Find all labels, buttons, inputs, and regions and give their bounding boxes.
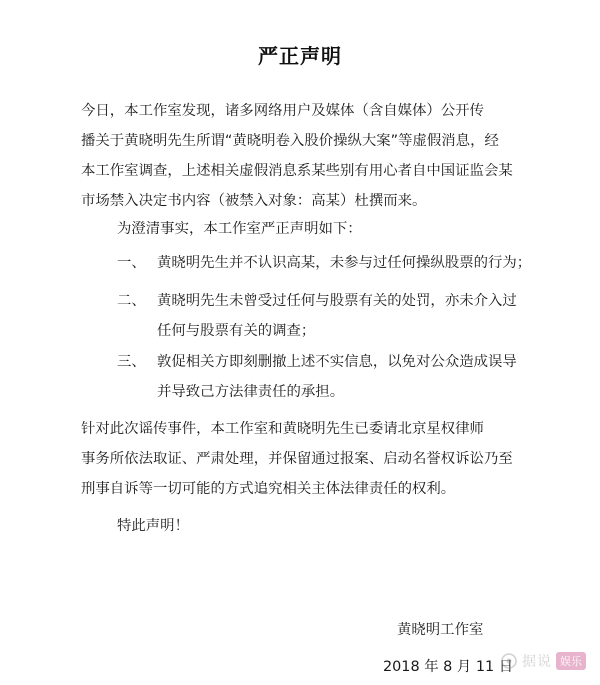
paragraph-line: 针对此次谣传事件，本工作室和黄晓明先生已委请北京星权律师 (81, 421, 484, 437)
paragraph-line: 播关于黄晓明先生所谓“黄晓明卷入股价操纵大案”等虚假消息，经 (81, 133, 499, 149)
watermark-logo-icon (500, 652, 518, 670)
document-date: 2018 年 8 月 11 日 (383, 659, 514, 675)
paragraph-line: 市场禁入决定书内容（被禁入对象：高某）杜撰而来。 (81, 193, 427, 209)
item-number: 一、 (117, 255, 146, 271)
item-line: 敦促相关方即刻删撤上述不实信息，以免对公众造成误导 (157, 354, 517, 370)
paragraph-intro (81, 96, 539, 216)
item-body (157, 347, 547, 407)
paragraph-clarify: 为澄清事实，本工作室严正声明如下： (117, 221, 362, 237)
item-line: 并导致己方法律责任的承担。 (157, 384, 345, 400)
item-line: 黄晓明先生并不认识高某，未参与过任何操纵股票的行为； (157, 255, 532, 271)
watermark-text: 据说 (522, 654, 552, 670)
item-body (157, 286, 547, 346)
paragraph-line: 今日，本工作室发现，诸多网络用户及媒体（含自媒体）公开传 (81, 103, 484, 119)
item-body (157, 248, 547, 278)
paragraph-legal-action (81, 414, 539, 504)
signature: 黄晓明工作室 (397, 622, 484, 638)
item-line: 黄晓明先生未曾受过任何与股票有关的处罚，亦未介入过 (157, 293, 517, 309)
paragraph-line: 刑事自诉等一切可能的方式追究相关主体法律责任的权利。 (81, 481, 456, 497)
document-title: 严正声明 (258, 44, 342, 68)
paragraph-line: 本工作室调查，上述相关虚假消息系某些别有用心者自中国证监会某 (81, 163, 513, 179)
item-number: 二、 (117, 293, 146, 309)
watermark (500, 651, 586, 671)
paragraph-line: 事务所依法取证、严肃处理，并保留通过报案、启动名誉权诉讼乃至 (81, 451, 513, 467)
item-line: 任何与股票有关的调查； (157, 323, 316, 339)
paragraph-closing: 特此声明！ (117, 518, 189, 534)
watermark-badge: 娱乐 (556, 652, 586, 670)
item-number: 三、 (117, 354, 146, 370)
